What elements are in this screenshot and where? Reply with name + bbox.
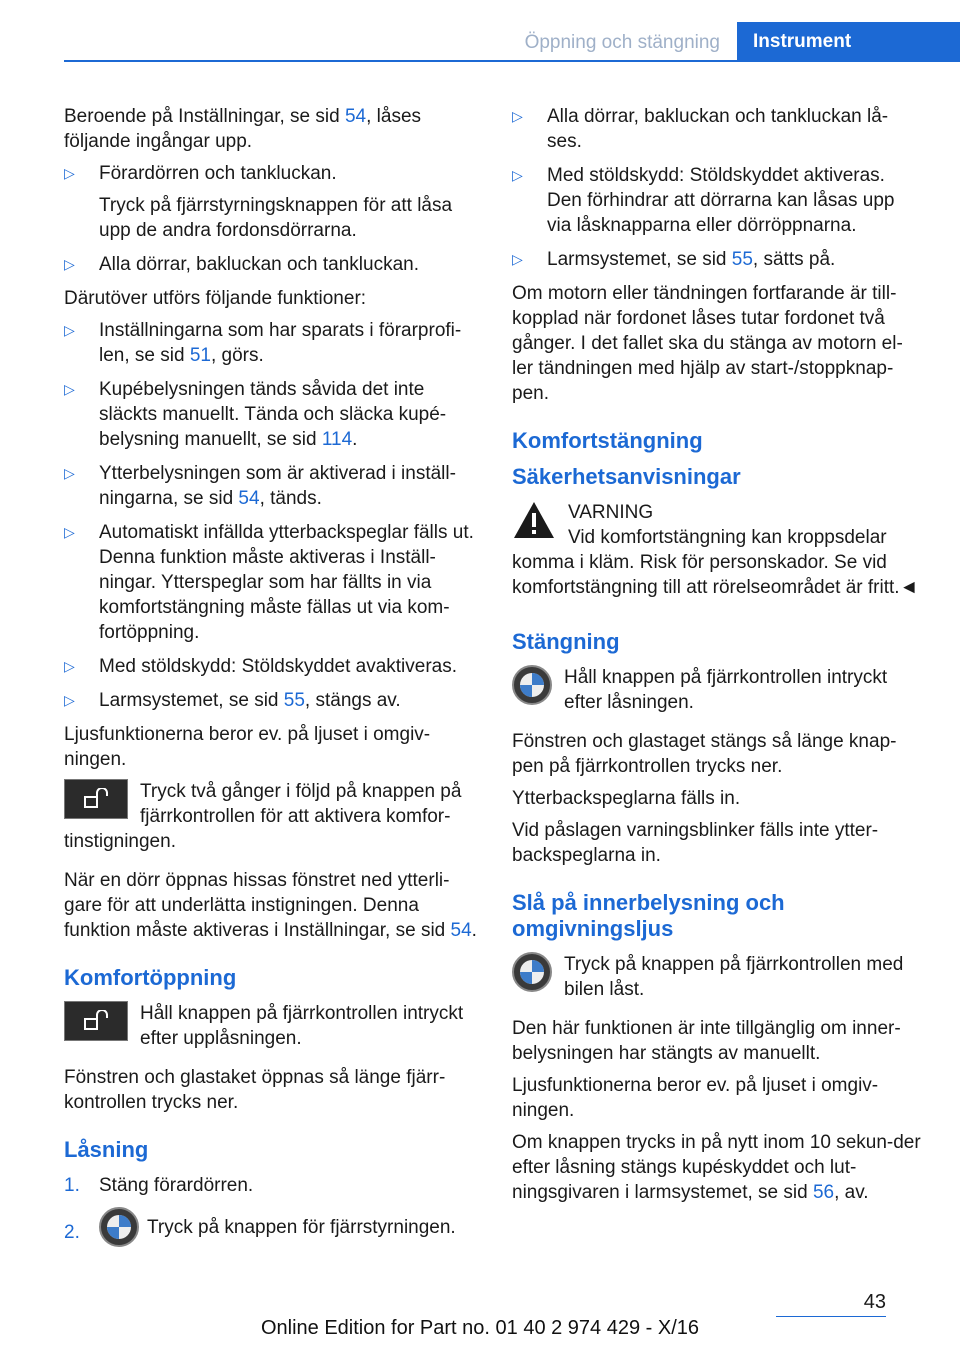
- list-item: ▷ Ytterbelysningen som är aktiverad i inställ-ningarna, se sid 54, tänds.: [64, 463, 456, 509]
- warning-block: [512, 500, 922, 607]
- bmw-logo-button-icon: [99, 1207, 139, 1247]
- page-link[interactable]: 54: [344, 106, 367, 127]
- bullet-triangle-icon: ▷: [64, 465, 75, 481]
- header-rule: [64, 60, 737, 62]
- unlock-instruction: Håll knappen på fjärrkontrollen intryckt efter upplåsningen.: [64, 1001, 480, 1058]
- bullet-triangle-icon: ▷: [64, 165, 75, 181]
- page-link[interactable]: 54: [450, 920, 472, 941]
- paragraph: Fönstren och glastaket öppnas så länge fjärr-kontrollen trycks ner.: [64, 1067, 446, 1113]
- light-instruction: Tryck på knappen på fjärrkontrollen med bilen låst.: [512, 952, 922, 1009]
- edition-footer: Online Edition for Part no. 01 40 2 974 429 - X/16: [260, 1317, 700, 1339]
- list-item: ▷ Inställningarna som har sparats i förarprofi-len, se sid 51, görs.: [64, 320, 462, 366]
- page-link[interactable]: 51: [189, 345, 211, 366]
- unlock-instruction: Tryck två gånger i följd på knappen på fjärrkontrollen för att aktivera komfor-tinstigningen.: [64, 781, 462, 852]
- list-item: ▷ Alla dörrar, bakluckan och tankluckan.: [64, 254, 420, 275]
- heading-comfort-close: Komfortstängning: [512, 428, 703, 453]
- intro-paragraph: Beroende på Inställningar, se sid 54, låses följande ingångar upp.: [64, 106, 422, 152]
- paragraph: Om motorn eller tändningen fortfarande är till-kopplad när fordonet låses tutar fordonet två gånger. I det fallet ska du stänga av motorn el-ler tändningen med hjälp av start-/stoppknap-pen.: [512, 283, 903, 404]
- section-title: Öppning och stängning: [524, 32, 720, 53]
- unlock-button-icon: [64, 1001, 128, 1041]
- bullet-triangle-icon: ▷: [64, 381, 75, 397]
- heading-closing: Stängning: [512, 629, 620, 654]
- paragraph: Därutöver utförs följande funktioner:: [64, 288, 367, 309]
- bullet-triangle-icon: ▷: [64, 658, 75, 674]
- bullet-triangle-icon: ▷: [64, 322, 75, 338]
- bullet-triangle-icon: ▷: [512, 167, 523, 183]
- list-item: ▷ Alla dörrar, bakluckan och tankluckan lå-ses.: [512, 106, 889, 152]
- chapter-tab[interactable]: Instrument: [737, 22, 960, 62]
- heading-locking: Låsning: [64, 1137, 149, 1162]
- page-link[interactable]: 56: [812, 1182, 835, 1203]
- step-item: 1. Stäng förardörren.: [64, 1175, 254, 1196]
- unlock-button-icon: [64, 779, 128, 819]
- paragraph: Den här funktionen är inte tillgänglig om inner-belysningen har stängts av manuellt.: [512, 1018, 901, 1064]
- step-item: 2. Tryck på knappen för fjärrstyrningen.: [64, 1207, 480, 1247]
- list-item: ▷ Förardörren och tankluckan. Tryck på fjärrstyrningsknappen för att låsa upp de andra fordonsdörrarna.: [64, 163, 453, 241]
- page-link[interactable]: 54: [238, 488, 260, 509]
- bullet-triangle-icon: ▷: [512, 108, 523, 124]
- list-item: ▷ Larmsystemet, se sid 55, sätts på.: [512, 249, 836, 270]
- paragraph: Fönstren och glastaget stängs så länge knap-pen på fjärrkontrollen trycks ner.: [512, 731, 897, 777]
- bullet-triangle-icon: ▷: [512, 251, 523, 267]
- paragraph: Vid påslagen varningsblinker fälls inte ytter-backspeglarna in.: [512, 820, 879, 866]
- list-item: ▷ Kupébelysningen tänds såvida det inte släckts manuellt. Tända och släcka kupé-belysning manuellt, se sid 114.: [64, 379, 447, 450]
- paragraph: När en dörr öppnas hissas fönstret ned ytterli-gare för att underlätta instigningen. Denna funktion måste aktiveras i Inställningar, se sid 54.: [64, 870, 477, 941]
- bmw-logo-button-icon: [512, 665, 552, 705]
- list-item: ▷ Med stöldskydd: Stöldskyddet avaktiveras.: [64, 656, 458, 677]
- lock-instruction: Håll knappen på fjärrkontrollen intryckt efter låsningen.: [512, 665, 922, 722]
- warning-text: Vid komfortstängning kan kroppsdelar komma i kläm. Risk för personskador. Se vid komfortstängning till att rörelseområdet är fritt.◄: [512, 527, 919, 598]
- paragraph: Ytterbackspeglarna fälls in.: [512, 788, 741, 809]
- paragraph: Om knappen trycks in på nytt inom 10 sekun-der efter låsning stängs kupéskyddet och lut-ningsgivaren i larmsystemet, se sid 56, av.: [512, 1132, 921, 1203]
- page-link[interactable]: 55: [283, 690, 305, 711]
- right-column: [512, 104, 922, 1212]
- warning-title: VARNING: [568, 502, 654, 523]
- heading-interior-light: Slå på innerbelysning och omgivningsljus: [512, 890, 785, 941]
- page-link[interactable]: 55: [731, 249, 753, 270]
- bullet-triangle-icon: ▷: [64, 692, 75, 708]
- bullet-triangle-icon: ▷: [64, 524, 75, 540]
- bullet-triangle-icon: ▷: [64, 256, 75, 272]
- page-header: [0, 0, 960, 62]
- list-item: ▷ Med stöldskydd: Stöldskyddet aktiveras. Den förhindrar att dörrarna kan låsas upp via låsknapparna eller dörröppnarna.: [512, 165, 895, 236]
- left-column: [64, 104, 480, 1256]
- heading-safety: Säkerhetsanvisningar: [512, 464, 741, 489]
- list-item: ▷ Larmsystemet, se sid 55, stängs av.: [64, 690, 401, 711]
- page-link[interactable]: 114: [321, 429, 353, 450]
- paragraph: Ljusfunktionerna beror ev. på ljuset i omgiv-ningen.: [512, 1075, 879, 1121]
- heading-comfort-open: Komfortöppning: [64, 965, 237, 990]
- warning-icon: [512, 500, 556, 540]
- page-number: 43: [863, 1291, 886, 1313]
- bmw-logo-button-icon: [512, 952, 552, 992]
- list-item: ▷ Automatiskt infällda ytterbackspeglar fälls ut. Denna funktion måste aktiveras i Inställ-ningar. Ytterspeglar som har fällts in via komfortstängning måste fällas ut via kom-fortöppning.: [64, 522, 474, 643]
- paragraph: Ljusfunktionerna beror ev. på ljuset i omgiv-ningen.: [64, 724, 431, 770]
